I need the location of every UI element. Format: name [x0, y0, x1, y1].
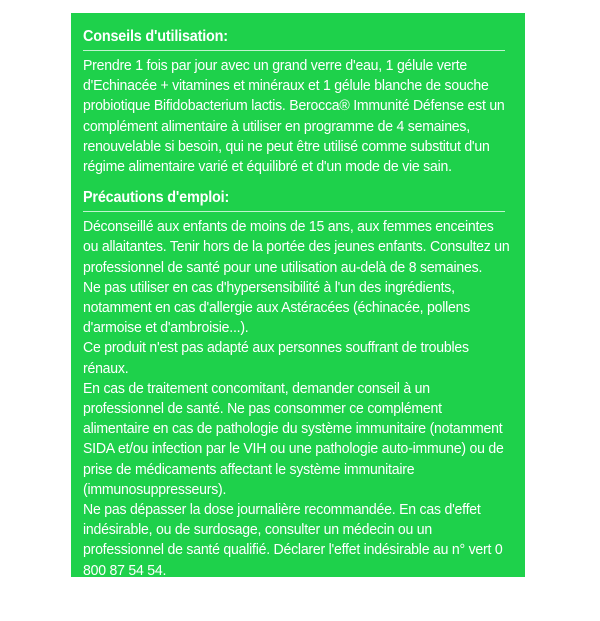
section-body-conseils [83, 56, 511, 177]
heading-divider-precautions [83, 211, 505, 212]
paragraph: En cas de traitement concomitant, demander conseil à un professionnel de santé. Ne pas consommer ce complément alimentaire en cas de pathologie du système immunitaire (notamment SIDA et/ou infection par le VIH ou une pathologie auto-immune) ou de prise de médicaments affectant le système immunitaire (immunosuppresseurs). [83, 379, 504, 498]
section-body-precautions [83, 217, 511, 621]
paragraph: Déconseillé aux enfants de moins de 15 ans, aux femmes enceintes ou allaitantes. Tenir hors de la portée des jeunes enfants. Consultez un professionnel de santé pour une utilisation au-delà de 8 semaines. [83, 218, 510, 276]
label-panel [71, 13, 525, 620]
paragraph: Conserver à une température ne dépassant pas 25°C, à l'abri de la lumière et de l'humidité. [83, 581, 486, 620]
section-heading-precautions-emploi: Précautions d'emploi: [83, 189, 230, 207]
section-conseils-utilisation [83, 27, 513, 177]
section-precautions-emploi [83, 188, 513, 621]
paragraph: Prendre 1 fois par jour avec un grand verre d'eau, 1 gélule verte d'Echinacée + vitamines et minéraux et 1 gélule blanche de souche probiotique Bifidobacterium lactis. Berocca® Immunité Défense est un complément alimentaire à utiliser en programme de 4 semaines, renouvelable si besoin, qui ne peut être utilisé comme substitut d'un régime alimentaire varié et équilibré et d'un mode de vie sain. [83, 57, 505, 176]
paragraph: Ne pas dépasser la dose journalière recommandée. En cas d'effet indésirable, ou de surdosage, consulter un médecin ou un professionnel de santé qualifié. Déclarer l'effet indésirable au n° vert 0 800 87 54 54. [83, 501, 503, 579]
paragraph: Ne pas utiliser en cas d'hypersensibilité à l'un des ingrédients, notamment en cas d'allergie aux Astéracées (échinacée, pollens d'armoise et d'ambroisie...). [83, 278, 471, 337]
paragraph: Ce produit n'est pas adapté aux personnes souffrant de troubles rénaux. [83, 339, 469, 377]
heading-divider-conseils [83, 50, 505, 51]
section-heading-conseils-utilisation: Conseils d'utilisation: [83, 28, 228, 45]
